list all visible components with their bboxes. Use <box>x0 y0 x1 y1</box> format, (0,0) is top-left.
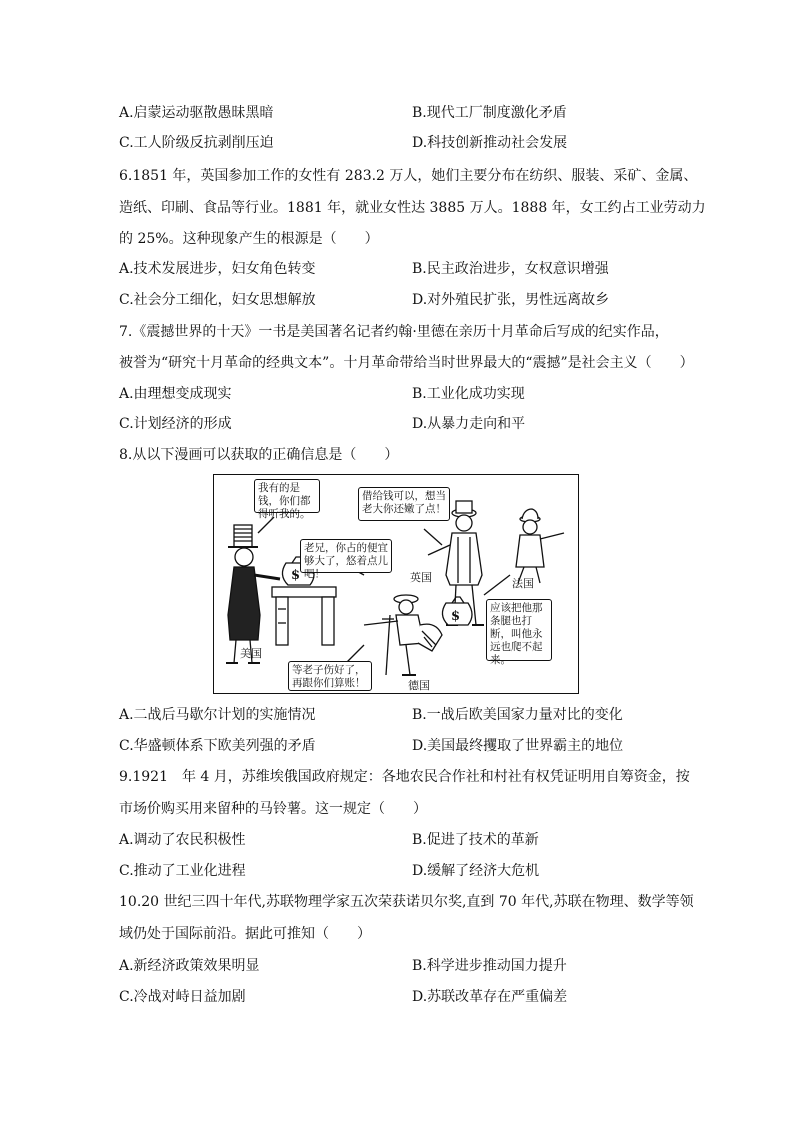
q5-option-c: C.工人阶级反抗剥削压迫 <box>119 135 274 151</box>
label-uk: 英国 <box>410 571 432 584</box>
q8-option-d: D.美国最终攫取了世界霸主的地位 <box>412 738 624 754</box>
q9-stem-line1: 9.1921 年 4 月，苏维埃俄国政府规定：各地农民合作社和村社有权凭证明用自筹资金，按 <box>119 769 690 785</box>
q10-option-d: D.苏联改革存在严重偏差 <box>412 989 568 1005</box>
q10-stem-line1: 10.20 世纪三四十年代,苏联物理学家五次荣获诺贝尔奖,直到 70 年代,苏联在物理、数学等领 <box>119 894 694 910</box>
q6-option-b: B.民主政治进步，女权意识增强 <box>412 261 609 277</box>
q7-option-d: D.从暴力走向和平 <box>412 416 526 432</box>
q6-option-a: A.技术发展进步，妇女角色转变 <box>119 261 316 277</box>
label-usa: 美国 <box>240 647 262 660</box>
label-france: 法国 <box>512 577 534 590</box>
q9-option-c: C.推动了工业化进程 <box>119 863 246 879</box>
speech-bubble-germany: 等老子伤好了，再跟你们算账！ <box>288 661 372 691</box>
speech-bubble-uk-warning: 老兄，你占的便宜够大了，悠着点儿吧！ <box>300 539 392 573</box>
q6-option-c: C.社会分工细化，妇女思想解放 <box>119 292 316 308</box>
q9-option-d: D.缓解了经济大危机 <box>412 863 540 879</box>
money-symbol-2: $ <box>451 609 461 624</box>
q6-stem-line3: 的 25%。这种现象产生的根源是（ ） <box>119 231 379 247</box>
political-cartoon <box>213 474 579 694</box>
q5-option-a: A.启蒙运动驱散愚昧黑暗 <box>119 105 274 121</box>
q7-option-c: C.计划经济的形成 <box>119 416 232 432</box>
q7-stem-line1: 7.《震撼世界的十天》一书是美国著名记者约翰·里德在亲历十月革命后写成的纪实作品， <box>119 324 669 340</box>
q8-stem: 8.从以下漫画可以获取的正确信息是（ ） <box>119 447 399 463</box>
germany-figure <box>364 595 442 675</box>
speech-bubble-uk-lend: 借给钱可以，想当老大你还嫩了点！ <box>358 487 450 521</box>
q7-stem-line2: 被誉为“研究十月革命的经典文本”。十月革命带给当时世界最大的“震撼”是社会主义（ ） <box>119 355 694 371</box>
speech-bubble-us: 我有的是钱，你们都得听我的。 <box>254 479 320 513</box>
money-symbol-1: $ <box>291 568 301 583</box>
q6-stem-line2: 造纸、印刷、食品等行业。1881 年，就业女性达 3885 万人。1888 年，女工约占工业劳动力 <box>119 200 706 216</box>
q9-option-b: B.促进了技术的革新 <box>412 832 539 848</box>
speech-bubble-france: 应该把他那条腿也打断，叫他永远也爬不起来。 <box>486 599 552 661</box>
desk <box>272 587 336 645</box>
q6-stem-line1: 6.1851 年，英国参加工作的女性有 283.2 万人，她们主要分布在纺织、服装、采矿、金属、 <box>119 168 698 184</box>
q10-stem-line2: 域仍处于国际前沿。据此可推知（ ） <box>119 926 371 942</box>
q9-stem-line2: 市场价购买用来留种的马铃薯。这一规定（ ） <box>119 801 427 817</box>
france-figure <box>516 509 564 583</box>
q10-option-c: C.冷战对峙日益加剧 <box>119 989 246 1005</box>
q8-option-c: C.华盛顿体系下欧美列强的矛盾 <box>119 738 316 754</box>
q7-option-a: A.由理想变成现实 <box>119 386 232 402</box>
q10-option-b: B.科学进步推动国力提升 <box>412 958 567 974</box>
q9-option-a: A.调动了农民积极性 <box>119 832 246 848</box>
q5-option-d: D.科技创新推动社会发展 <box>412 135 568 151</box>
q7-option-b: B.工业化成功实现 <box>412 386 525 402</box>
label-germany: 德国 <box>408 679 430 692</box>
q5-option-b: B.现代工厂制度激化矛盾 <box>412 105 567 121</box>
q10-option-a: A.新经济政策效果明显 <box>119 958 260 974</box>
q8-option-b: B.一战后欧美国家力量对比的变化 <box>412 707 623 723</box>
q8-option-a: A.二战后马歇尔计划的实施情况 <box>119 707 316 723</box>
q6-option-d: D.对外殖民扩张，男性远离故乡 <box>412 292 610 308</box>
